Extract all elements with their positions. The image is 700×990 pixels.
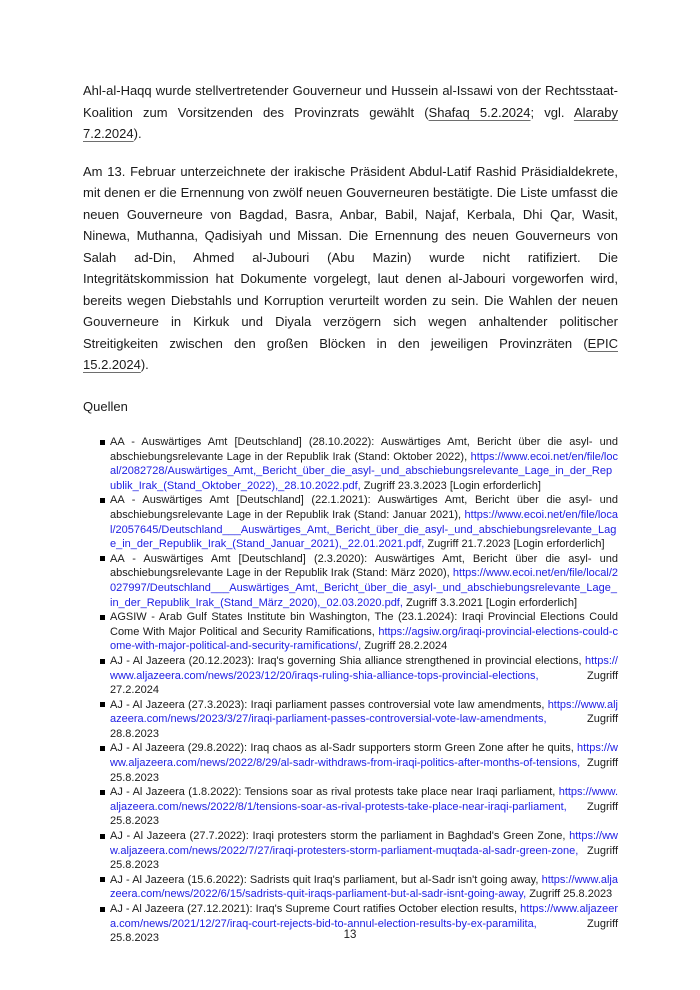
source-access-text: Zugriff 25.8.2023 (110, 800, 618, 828)
source-item (100, 741, 618, 785)
paragraph (83, 161, 618, 376)
source-url-link[interactable]: https://www.aljazeera.com/news/2023/12/20/iraqs-ruling-shia-alliance-tops-provincial-elections, (110, 654, 618, 682)
source-citation-text: AJ - Al Jazeera (15.6.2022): Sadrists quit Iraq's parliament, but al-Sadr isn't going away, (110, 873, 542, 886)
source-citation-text: AJ - Al Jazeera (27.7.2022): Iraqi protesters storm the parliament in Baghdad's Green Zone, (110, 830, 570, 843)
bullet-square-icon (100, 615, 105, 620)
source-item (100, 873, 618, 902)
bullet-square-icon (100, 498, 105, 503)
sources-list (83, 435, 618, 946)
source-citation-text: AGSIW - Arab Gulf States Institute bin Washington, The (23.1.2024): Iraqi Provincial Elections Could Come With Major Political and Security Ramifications, (110, 611, 618, 638)
section-heading-quellen: Quellen (83, 398, 128, 414)
bullet-square-icon (100, 834, 105, 839)
inline-reference-link[interactable]: Shafaq 5.2.2024 (428, 104, 531, 120)
source-access-text: Zugriff 27.2.2024 (110, 669, 618, 697)
source-url-link[interactable]: https://agsiw.org/iraqi-provincial-elections-could-come-with-major-political-and-security-ramifications/, (110, 625, 618, 653)
source-citation-text: AJ - Al Jazeera (1.8.2022): Tensions soar as rival protests take place near Iraqi parliament, (110, 786, 559, 799)
source-access-text: Zugriff 25.8.2023 (526, 888, 613, 901)
paragraph (83, 80, 618, 145)
bullet-square-icon (100, 746, 105, 751)
bullet-square-icon (100, 702, 105, 707)
source-citation-text: AJ - Al Jazeera (27.3.2023): Iraqi parliament passes controversial vote law amendments, (110, 698, 548, 711)
source-access-text: Zugriff 28.2.2024 (361, 640, 448, 653)
source-access-text: Zugriff 23.3.2023 [Login erforderlich] (360, 479, 541, 492)
source-item (100, 493, 618, 551)
page-number: 13 (343, 929, 357, 941)
source-citation-text: AJ - Al Jazeera (27.12.2021): Iraq's Supreme Court ratifies October election results, (110, 903, 521, 915)
source-citation-text: AJ - Al Jazeera (29.8.2022): Iraq chaos as al-Sadr supporters storm Green Zone after he quits, (110, 742, 578, 755)
paragraph-text: Ahl-al-Haqq wurde stellvertretender Gouverneur und Hussein al-Issawi von der Rechtsstaat-Koalition zum Vorsitzenden des Provinzrats gewählt ( (83, 83, 618, 120)
paragraph-text: ; vgl. (530, 104, 574, 120)
source-url-link[interactable]: https://www.ecoi.net/en/file/local/2082728/Auswärtiges_Amt,_Bericht_über_die_asyl-_und_abschiebungsrelevante_Lage_in_der_Republik_Irak_(Stand_Oktober_2022),_28.10.2022.pdf, (110, 450, 618, 492)
source-citation-text: AJ - Al Jazeera (20.12.2023): Iraq's governing Shia alliance strengthened in provincial elections, (110, 654, 585, 667)
source-access-text: Zugriff 3.3.2021 [Login erforderlich] (402, 596, 578, 609)
source-item (100, 829, 618, 873)
source-access-text: Zugriff 25.8.2023 (110, 844, 618, 872)
source-item (100, 785, 618, 829)
source-item (100, 610, 618, 654)
source-url-link[interactable]: https://www.aljazeera.com/news/2021/12/27/iraq-court-rejects-bid-to-annul-election-results-by-ex-paramilita, (110, 903, 618, 930)
source-url-link[interactable]: https://www.aljazeera.com/news/2022/7/27/iraqi-protesters-storm-parliament-muqtada-al-sadr-green-zone, (110, 830, 618, 857)
inline-reference-link[interactable]: Alaraby 7.2.2024 (83, 104, 618, 141)
source-item (100, 552, 618, 610)
bullet-square-icon (100, 556, 105, 561)
bullet-square-icon (100, 659, 105, 664)
paragraph-text: ). (140, 357, 149, 372)
source-item (100, 654, 618, 698)
source-access-text: Zugriff 28.8.2023 (110, 713, 618, 740)
source-url-link[interactable]: https://www.ecoi.net/en/file/local/2057645/Deutschland___Auswärtiges_Amt,_Bericht_über_die_asyl-_und_abschiebungsrelevante_Lage_in_der_Republik_Irak_(Stand_Januar_2021),_22.01.2021.pdf, (110, 508, 618, 551)
source-url-link[interactable]: https://www.aljazeera.com/news/2023/3/27/iraqi-parliament-passes-controversial-vote-law-amendments, (110, 698, 618, 726)
source-access-text: Zugriff 25.8.2023 (110, 917, 618, 945)
body-paragraphs (83, 80, 618, 376)
source-item (100, 698, 618, 742)
bullet-square-icon (100, 907, 105, 912)
source-citation-text: AA - Auswärtiges Amt [Deutschland] (2.3.2020): Auswärtiges Amt, Bericht über die asyl- und abschiebungsrelevante Lage in der Republik Irak (Stand: März 2020), (110, 552, 618, 580)
bullet-square-icon (100, 877, 105, 882)
paragraph-text: ). (133, 126, 142, 141)
source-access-text: Zugriff 21.7.2023 [Login erforderlich] (424, 538, 605, 551)
source-citation-text: AA - Auswärtiges Amt [Deutschland] (28.10.2022): Auswärtiges Amt, Bericht über die asyl- und abschiebungsrelevante Lage in der Republik Irak (Stand: Oktober 2022), (110, 436, 618, 463)
source-access-text: Zugriff 25.8.2023 (110, 757, 618, 784)
inline-reference-link[interactable]: EPIC 15.2.2024 (83, 335, 618, 372)
source-url-link[interactable]: https://www.aljazeera.com/news/2022/6/15/sadrists-quit-iraqs-parliament-but-al-sadr-isnt-going-away, (110, 873, 618, 901)
source-url-link[interactable]: https://www.ecoi.net/en/file/local/2027997/Deutschland___Auswärtiges_Amt,_Bericht_über_die_asyl-_und_abschiebungsrelevante_Lage_in_der_Republik_Irak_(Stand_März_2020),_02.03.2020.pdf, (110, 567, 618, 609)
source-url-link[interactable]: https://www.aljazeera.com/news/2022/8/29/al-sadr-withdraws-from-iraqi-politics-after-months-of-tensions, (110, 742, 618, 770)
bullet-square-icon (100, 790, 105, 795)
source-item (100, 435, 618, 493)
source-citation-text: AA - Auswärtiges Amt [Deutschland] (22.1.2021): Auswärtiges Amt, Bericht über die asyl- und abschiebungsrelevante Lage in der Republik Irak (Stand: Januar 2021), (110, 494, 618, 521)
source-url-link[interactable]: https://www.aljazeera.com/news/2022/8/1/tensions-soar-as-rival-protests-take-place-near-iraqi-parliament, (110, 786, 618, 813)
paragraph-text: Am 13. Februar unterzeichnete der irakische Präsident Abdul-Latif Rashid Präsidialdekrete, mit denen er die Ernennung von zwölf neuen Gouverneuren bestätigte. Die Liste umfasst die neuen Gouverneure von Bagdad, Basra, Anbar, Babil, Najaf, Kerbala, Dhi Qar, Wasit, Ninewa, Muthanna, Qadisiyah und Missan. Die Ernennung des neuen Gouverneurs von Salah ad-Din, Ahmed al-Jubouri (Abu Mazin) wurde nicht ratifiziert. Die Integritätskommission hat Dokumente vorgelegt, laut denen al-Jabouri vorgeworfen wird, bereits wegen Diebstahls und Korruption verurteilt worden zu sein. Die Wahlen der neuen Gouverneure in Kirkuk und Diyala verzögern sich wegen anhaltender politischer Streitigkeiten zwischen den großen Blöcken in den jeweiligen Provinzräten ( (83, 163, 618, 351)
bullet-square-icon (100, 440, 105, 445)
